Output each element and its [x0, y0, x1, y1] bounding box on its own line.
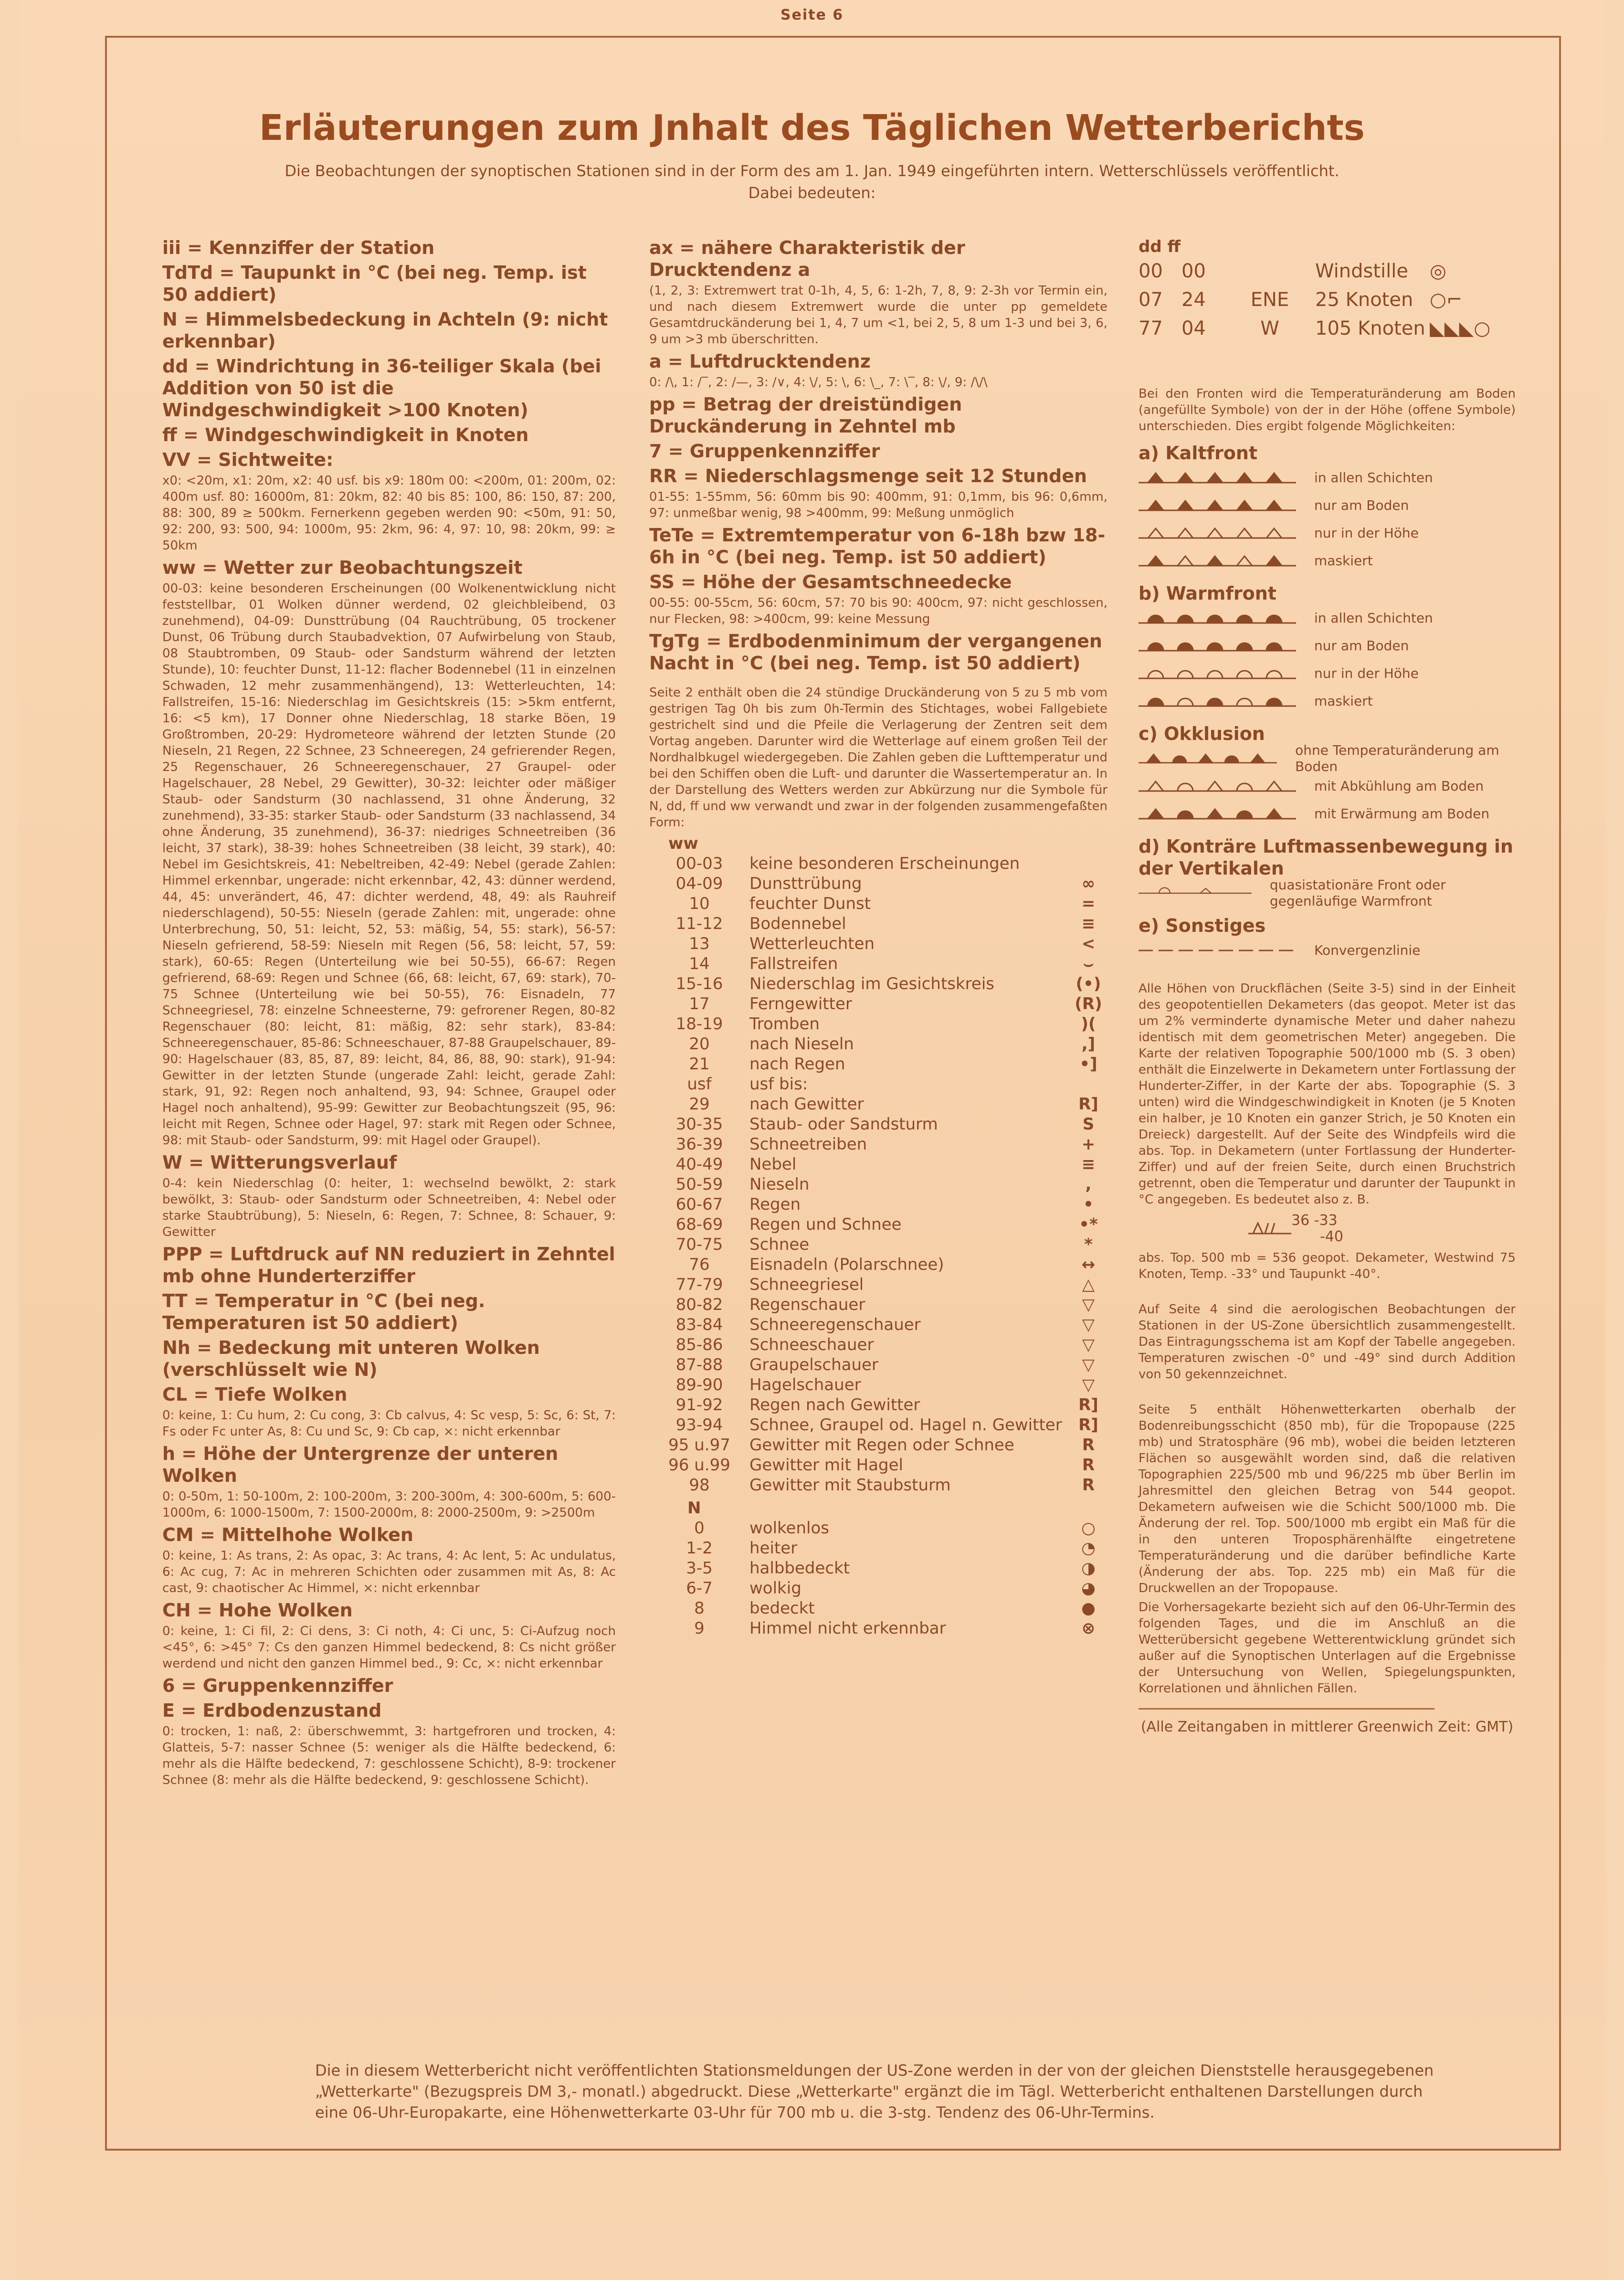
cloud-cover-icon: ◕ [1081, 1579, 1096, 1598]
n-text: halbbedeckt [749, 1559, 850, 1578]
ww-row [649, 1054, 1107, 1074]
ww-table [649, 854, 1107, 1495]
ddff-txt: Windstille [1315, 260, 1408, 282]
def-tete: TeTe = Extremtemperatur von 6-18h bzw 18-6h in °C (bei neg. Temp. ist 50 addiert) [649, 525, 1106, 568]
ww-row [649, 1114, 1107, 1134]
ww-row [649, 1435, 1107, 1455]
kalt-row [1139, 547, 1516, 575]
n-row [649, 1518, 1107, 1538]
quasi-front-label: quasistationäre Front oder gegenläufige Warmfront [1269, 877, 1446, 909]
ww-code: 68-69 [675, 1215, 723, 1234]
ww-code: 36-39 [675, 1135, 723, 1154]
ww-code: 50-59 [675, 1175, 723, 1194]
n-text: wolkig [749, 1579, 801, 1598]
ww-text: Regenschauer [749, 1295, 865, 1314]
ww-text: Gewitter mit Staubsturm [749, 1476, 951, 1495]
ww-text: Fallstreifen [749, 954, 838, 973]
ww-symbol-icon [1069, 1074, 1107, 1094]
ww-row [649, 1134, 1107, 1154]
ww-text: nach Gewitter [749, 1095, 864, 1114]
warm-front-symbol [1139, 639, 1296, 653]
ww-symbol-icon: ▽ [1082, 1335, 1095, 1354]
n-code: 1-2 [686, 1539, 713, 1558]
okkl-label: mit Erwärmung am Boden [1314, 806, 1490, 822]
def-tgtg: TgTg = Erdbodenminimum der vergangenen Nacht in °C (bei neg. Temp. ist 50 addiert) [649, 631, 1102, 674]
def-h: h = Höhe der Untergrenze der unteren Wolken [162, 1443, 559, 1486]
warmfront-list [1139, 604, 1516, 715]
ww-symbol-icon: (R) [1075, 994, 1102, 1013]
n-text: heiter [749, 1539, 798, 1558]
kalt-label: in allen Schichten [1314, 470, 1433, 486]
cloud-cover-icon: ◔ [1081, 1539, 1096, 1558]
warm-front-symbol [1139, 695, 1296, 708]
fronts-intro: Bei den Fronten wird die Temperaturänderung am Boden (angefüllte Symbole) von der in der Höhe (offene Symbole) unterschieden. Dies ergibt folgende Möglichkeiten: [1139, 387, 1516, 433]
ww-text: Schnee, Graupel od. Hagel n. Gewitter [749, 1415, 1062, 1435]
kalt-front-symbol [1139, 499, 1296, 512]
warm-front-symbol [1139, 667, 1296, 680]
wind-symbol-icon: ○⌐ [1430, 289, 1463, 311]
konvergenz-symbol [1139, 944, 1296, 957]
def-e: E = Erdbodenzustand [162, 1700, 382, 1721]
ww-row [649, 1034, 1107, 1054]
ww-row [649, 894, 1107, 914]
n-row [649, 1558, 1107, 1578]
ww-text: Dunsttrübung [749, 874, 862, 893]
ww-text: 00-03: keine besonderen Erscheinungen (00 Wolkenentwicklung nicht feststellbar, 01 Wolken dünner werdend, 02 gleichbleibend, 03 zunehmend), 04-09: Dunsttrübung (04 Rauchtrübung, 05 trockener Dunst, 06 Trübung durch Staubadvektion, 07 Aufwirbelung von Staub, 08 Staubtromben, 09 Staub- oder Sandsturm während der letzten Stunde), 10: feuchter Dunst, 11-12: flacher Bodennebel (11 in einzelnen Schwaden, 12 mehr zusammenhängend), 13: Wetterleuchten, 14: Fallstreifen, 15-16: Niederschlag im Gesichtskreis (15: >5km entfernt, 16: <5 km), 17 Donner ohne Niederschlag, 18 starke Böen, 19 Großtromben, 20-29: Hydrometeore während der letzten Stunde (20 Nieseln, 21 Regen, 22 Schnee, 23 Schneeregen, 24 gefrierender Regen, 25 Regenschauer, 26 Schneeregenschauer, 27 Graupel- oder Hagelschauer, 28 Nebel, 29 Gewitter), 30-32: leichter oder mäßiger Staub- oder Sandsturm (30 nachlassend, 31 ohne Änderung, 32 zunehmend), 33-35: starker Staub- oder Sandsturm (33 nachlassend, 34 ohne Änderung, 35 zunehmend), 36-37: niedriges Schneetreiben (36 leicht, 37 stark), 38-39: hohes Schneetreiben (38 leicht, 39 stark), 40: Nebel im Gesichtskreis, 41: Nebeltreiben, 42-49: Nebel (gerade Zahlen: Himmel erkennbar, ungerade: nicht erkennbar, 42, 43: dünner werdend, 44, 45: unverändert, 46, 47: dichter werdend, 48, 49: als Rauhreif niederschlagend), 50-55: Nieseln (gerade Zahlen: mit, ungerade: ohne Unterbrechung, 50, 51: leicht, 52, 53: mäßig, 54, 55: stark), 56-57: Nieseln gefrierend, 58-59: Nieseln mit Regen (56, 58: leicht, 57, 59: stark), 60-65: Regen (Unterteilung wie bei 50-55), 66-67: Regen gefrierend, 68-69: Regen und Schnee (66, 68: leicht, 67, 69: stark), 70-75 Schnee (Unterteilung wie bei 50-55), 76: Eisnadeln, 77 Schneegriesel, 78: einzelne Schneesterne, 79: gefrorener Regen, 80-82 Regenschauer (80: leicht, 81: mäßig, 82: sehr stark), 83-84: Schneeregenschauer, 85-86: Schneeschauer, 87-88 Graupelschauer, 89-90: Hagelschauer (83, 85, 87, 89: leicht, 84, 86, 88, 90: stark), 91-94: Gewitter in der letzten Stunde (ungerade Zahl: leicht, gerade Zahl: stark, 91, 92: Regen noch anhaltend, 93, 94: Schnee, Graupel oder Hagel noch anhaltend), 95-99: Gewitter zur Beobachtungszeit (95, 96: leicht mit Regen, Schnee oder Hagel, 97: stark mit Regen oder Schnee, 98: mit Staub- oder Sandsturm, 99: mit Hagel oder Graupel). [162, 581, 616, 1148]
ww-symbol-icon: •] [1079, 1055, 1097, 1074]
ww-row [649, 954, 1107, 974]
def-tdtd: TdTd = Taupunkt in °C (bei neg. Temp. ist 50 addiert) [162, 262, 587, 305]
okkl-row [1139, 742, 1516, 774]
ww-symbol-icon: ▽ [1082, 1295, 1095, 1314]
ww-code: 15-16 [675, 974, 723, 993]
h-text: 0: 0-50m, 1: 50-100m, 2: 100-200m, 3: 200-300m, 4: 300-600m, 5: 600-1000m, 6: 1000-1500m, 7: 1500-2000m, 8: 2000-2500m, 9: >2500m [162, 1489, 616, 1520]
kalt-row [1139, 464, 1516, 492]
n-row [649, 1578, 1107, 1598]
ww-code: 40-49 [675, 1155, 723, 1174]
ww-symbol-icon: • [1083, 1195, 1094, 1214]
ww-symbol-icon: ▽ [1082, 1355, 1095, 1374]
ww-code: 85-86 [675, 1335, 723, 1354]
newspaper-page [19, 0, 1605, 2280]
cm-text: 0: keine, 1: As trans, 2: As opac, 3: Ac trans, 4: Ac lent, 5: Ac undulatus, 6: Ac cug, 7: Ac in mehreren Schichten oder zusammen mit As, 8: Ac cast, 9: chaotischer Ac Himmel, ×: nicht erkennbar [162, 1549, 616, 1595]
ww-row [649, 1174, 1107, 1194]
ww-code: 93-94 [675, 1415, 723, 1435]
warm-row [1139, 660, 1516, 687]
ddff-dd: 77 [1139, 317, 1163, 339]
ww-code: 21 [689, 1055, 710, 1074]
n-code: 0 [694, 1519, 705, 1538]
okkl-row [1139, 800, 1516, 828]
ddff-txt: 25 Knoten [1315, 289, 1413, 311]
def-w: W = Witterungsverlauf [162, 1152, 397, 1173]
ddff-ff: 00 [1181, 260, 1206, 282]
ww-symbol-icon: S [1082, 1115, 1095, 1134]
wind-symbol-icon: ◣◣◣○ [1430, 317, 1491, 339]
def-vv: VV = Sichtweite: [162, 449, 334, 470]
zeit-note: (Alle Zeitangaben in mittlerer Greenwich Zeit: GMT) [1140, 1719, 1514, 1735]
ch-text: 0: keine, 1: Ci fil, 2: Ci dens, 3: Ci noth, 4: Ci unc, 5: Ci-Aufzug noch <45°, 6: >45° 7: Cs den ganzen Himmel bedeckend, 8: Cs nicht größer werdend und nicht den ganzen Himmel bed., 9: Cc, ×: nicht erkennbar [162, 1624, 616, 1671]
n-row [649, 1618, 1107, 1638]
wind-example-bottom: -40 [1320, 1228, 1343, 1245]
def-a: a = Luftdrucktendenz [649, 351, 871, 372]
ww-symbol-icon: * [1084, 1235, 1093, 1254]
column-middle [649, 234, 1107, 1638]
def-tt: TT = Temperatur in °C (bei neg. Temperaturen ist 50 addiert) [162, 1290, 485, 1333]
ddff-dd: 07 [1139, 289, 1163, 311]
ww-code: 60-67 [675, 1195, 723, 1214]
ww-text: Regen nach Gewitter [749, 1395, 920, 1414]
ww-row [649, 1335, 1107, 1355]
ddff-ff: 24 [1181, 289, 1206, 311]
def-nh: Nh = Bedeckung mit unteren Wolken (verschlüsselt wie N) [162, 1337, 540, 1380]
ww-row [649, 974, 1107, 994]
ww-symbol-icon: ≡ [1081, 1155, 1096, 1174]
ww-text: Regen [749, 1195, 801, 1214]
subtitle [19, 160, 1605, 204]
wind-example-text: abs. Top. 500 mb = 536 geopot. Dekameter, Westwind 75 Knoten, Temp. -33° und Taupunkt -40°. [1139, 1251, 1516, 1281]
ww-row [649, 1375, 1107, 1395]
quasi-front-row [1139, 879, 1516, 907]
ww-row [649, 1214, 1107, 1235]
ww-text: Ferngewitter [749, 994, 852, 1013]
ww-text: Eisnadeln (Polarschnee) [749, 1255, 944, 1274]
ww-symbol-icon: R] [1078, 1395, 1098, 1414]
ww-row [649, 1194, 1107, 1214]
subtitle-line-2: Dabei bedeuten: [748, 184, 876, 202]
ddff-txt: 105 Knoten [1315, 317, 1425, 339]
ww-text: Regen und Schnee [749, 1215, 902, 1234]
ww-text: Gewitter mit Hagel [749, 1456, 903, 1475]
ww-code: 20 [689, 1034, 710, 1054]
ww-code: 77-79 [675, 1275, 723, 1294]
okkl-front-symbol [1139, 807, 1296, 821]
ww-symbol-icon: ,] [1081, 1034, 1096, 1054]
def-ss: SS = Höhe der Gesamtschneedecke [649, 571, 1012, 592]
warm-front-symbol [1139, 612, 1296, 625]
ww-row [649, 1235, 1107, 1255]
ww-symbol-icon: ↔ [1081, 1255, 1096, 1274]
seite2-text: Seite 2 enthält oben die 24 stündige Druckänderung von 5 zu 5 mb vom gestrigen Tag 0h bis zum 0h-Termin des Stichtages, wobei Fallgebiete gestrichelt sind und die Pfeile die Verlagerung der Zentren seit dem Vortag angeben. Darunter wird die Wetterlage auf einem großen Teil der Nordhalbkugel wiedergegeben. Die Zahlen geben die Lufttemperatur und bei den Schiffen oben die Luft- und darunter die Wassertemperatur an. In der Darstellung des Wetters werden zur Abkürzung nur die Symbole für N, dd, ff und ww verwandt und zwar in der folgenden zusammengefaßten Form: [649, 686, 1107, 830]
ddff-dd: 00 [1139, 260, 1163, 282]
kalt-row [1139, 519, 1516, 547]
ww-text: Bodennebel [749, 914, 846, 933]
kalt-front-symbol [1139, 471, 1296, 485]
ww-symbol-icon: ▽ [1082, 1375, 1095, 1394]
okkl-row [1139, 772, 1516, 800]
ddff-ff: 04 [1181, 317, 1206, 339]
ww-symbol-icon: R] [1078, 1095, 1098, 1114]
kaltfront-list [1139, 464, 1516, 575]
cloud-cover-icon: ● [1081, 1599, 1096, 1618]
wind-example-top: 36 -33 [1291, 1212, 1338, 1229]
ww-row [649, 1355, 1107, 1375]
vorhersage-text: Die Vorhersagekarte bezieht sich auf den 06-Uhr-Termin des folgenden Tages, und die im Anschluß an die Wetterübersicht gegebene Wetterentwicklung gründet sich außer auf die Synoptischen Unterlagen auf die Ergebnisse der Untersuchung von Wellen, Spiegelungspunkten, Korrelationen und ähnlichen Fällen. [1139, 1600, 1516, 1696]
def-ww: ww = Wetter zur Beobachtungszeit [162, 557, 523, 578]
ww-symbol-icon: R] [1078, 1415, 1098, 1435]
ww-text: Schneetreiben [749, 1135, 867, 1154]
ww-row [649, 914, 1107, 934]
ww-symbol-icon: (•) [1076, 974, 1101, 993]
wind-example [1248, 1213, 1516, 1245]
ww-code: 96 u.99 [668, 1456, 730, 1475]
def-6: 6 = Gruppenkennziffer [162, 1675, 393, 1696]
ww-symbol-icon: R [1082, 1456, 1095, 1475]
n-code: 6-7 [686, 1579, 713, 1598]
def-n: N = Himmelsbedeckung in Achteln (9: nicht erkennbar) [162, 309, 608, 352]
kalt-row [1139, 492, 1516, 519]
wind-barb-icon [1248, 1219, 1291, 1238]
ww-row [649, 1455, 1107, 1475]
ww-code: 89-90 [675, 1375, 723, 1394]
warmfront-heading: b) Warmfront [1139, 583, 1276, 604]
cloud-cover-icon: ◑ [1081, 1559, 1096, 1578]
ww-code: 17 [689, 994, 710, 1013]
warm-label: nur am Boden [1314, 638, 1409, 654]
ww-text: Niederschlag im Gesichtskreis [749, 974, 994, 993]
def-pp: pp = Betrag der dreistündigen Druckänderung in Zehntel mb [649, 394, 962, 437]
n-code: 9 [694, 1619, 705, 1638]
ww-text: usf bis: [749, 1075, 808, 1094]
ww-text: nach Regen [749, 1055, 845, 1074]
ww-row [649, 854, 1107, 874]
warm-label: maskiert [1314, 693, 1373, 709]
ww-row [649, 1315, 1107, 1335]
page-title: Erläuterungen zum Jnhalt des Täglichen Wetterberichts [259, 107, 1365, 148]
warm-label: nur in der Höhe [1314, 665, 1419, 681]
okkl-label: mit Abkühlung am Boden [1314, 778, 1484, 794]
ddff-dir: ENE [1250, 289, 1289, 311]
ww-table-label: ww [668, 834, 698, 853]
ww-text: Nieseln [749, 1175, 810, 1194]
wind-example-values [1291, 1213, 1343, 1245]
ww-code: 04-09 [675, 874, 723, 893]
ww-code: 00-03 [675, 854, 723, 873]
konvergenz-label: Konvergenzlinie [1314, 942, 1421, 958]
ww-text: Wetterleuchten [749, 934, 875, 953]
bottom-note: Die in diesem Wetterbericht nicht veröffentlichten Stationsmeldungen der US-Zone werden in der von der gleichen Dienststelle herausgegebenen „Wetterkarte" (Bezugspreis DM 3,- monatl.) abgedruckt. Diese „Wetterkarte" ergänzt die im Tägl. Wetterbericht enthaltenen Darstellungen durch eine 06-Uhr-Europakarte, eine Höhenwetterkarte 03-Uhr für 700 mb u. die 3-stg. Tendenz des 06-Uhr-Termins. [315, 2061, 1434, 2122]
e-text: 0: trocken, 1: naß, 2: überschwemmt, 3: hartgefroren und trocken, 4: Glatteis, 5-7: nasser Schnee (5: weniger als die Hälfte bedeckend, 6: mehr als die Hälfte bedeckend, 7: geschlossene Schicht), 8-9: trockener Schnee (8: mehr als die Hälfte bedeckend, 9: geschlossene Schicht). [162, 1724, 616, 1787]
warm-row [1139, 632, 1516, 660]
ww-code: 95 u.97 [668, 1436, 730, 1455]
konvergenz-row [1139, 937, 1516, 964]
kontraer-heading: d) Konträre Luftmassenbewegung in der Vertikalen [1139, 836, 1513, 879]
ww-symbol-icon: = [1081, 894, 1096, 913]
ddff-label: dd ff [1139, 237, 1181, 256]
hoehen-text: Alle Höhen von Druckflächen (Seite 3-5) sind in der Einheit des geopotentiellen Dekameters (das geopot. Meter ist das um 2% verminderte dynamische Meter und daher nahezu identisch mit dem geometrischen Meter) angegeben. Die Karte der relativen Topographie 500/1000 mb (S. 3 oben) enthält die Einzelwerte in Dekametern unter Fortlassung der Hunderter-Ziffer, in der Karte der abs. Topographie (S. 3 unten) wird die Windgeschwindigkeit in Knoten (je 5 Knoten ein halber, je 10 Knoten ein ganzer Strich, je 50 Knoten ein Dreieck) dargestellt. Auf der Seite des Windpfeils wird die abs. Top. in Dekametern (unter Fortlassung der Hunderter-Ziffer) und auf der freien Seite, durch einen Bruchstrich getrennt, oben die Temperatur und darunter der Taupunkt in °C angegeben. Es bedeutet also z. B. [1139, 982, 1516, 1207]
def-ax: ax = nähere Charakteristik der Drucktendenz a [649, 237, 965, 280]
okkl-front-symbol [1139, 780, 1296, 793]
n-table-label: N [687, 1499, 701, 1518]
ww-text: feuchter Dunst [749, 894, 871, 913]
cloud-cover-icon: ⊗ [1081, 1619, 1096, 1638]
seite5-text: Seite 5 enthält Höhenwetterkarten oberhalb der Bodenreibungsschicht (850 mb), für die Tropopause (225 mb) und Stratosphäre (96 mb), wobei die beiden letzteren Flächen so ausgewählt worden sind, daß die relativen Topographien 225/500 mb und 96/225 mb über Berlin im Jahresmittel den gleichen Betrag von 544 geopot. Dekametern aufweisen wie die Schicht 500/1000 mb. Die Änderung der rel. Top. 500/1000 mb ergibt ein Maß für die in den unteren Troposphärenhälfte eingetretene Temperaturänderung und die darüber befindliche Karte (Änderung der abs. Top. 225 mb) ein Maß für die Druckwellen an der Tropopause. [1139, 1403, 1516, 1595]
ddff-row [1139, 285, 1516, 314]
ww-symbol-icon: ⌣ [1083, 954, 1094, 973]
ww-symbol-icon: ≡ [1081, 914, 1096, 933]
ww-code: 30-35 [675, 1115, 723, 1134]
ww-text: Gewitter mit Regen oder Schnee [749, 1436, 1014, 1455]
ww-row [649, 1395, 1107, 1415]
seite4-text: Auf Seite 4 sind die aerologischen Beobachtungen der Stationen in der US-Zone übersichtlich zusammengestellt. Das Eintragungsschema ist am Kopf der Tabelle angegeben. Temperaturen zwischen -0° und -49° sind durch Addition von 50 gekennzeichnet. [1139, 1302, 1516, 1382]
ww-code: 91-92 [675, 1395, 723, 1414]
ww-text: keine besonderen Erscheinungen [749, 854, 1020, 873]
okklusion-list [1139, 742, 1516, 828]
n-table [649, 1518, 1107, 1638]
ww-row [649, 1074, 1107, 1094]
kaltfront-heading: a) Kaltfront [1139, 443, 1258, 464]
ww-text: Graupelschauer [749, 1355, 878, 1374]
ww-code: 87-88 [675, 1355, 723, 1374]
ww-symbol-icon: •* [1079, 1215, 1098, 1234]
rr-text: 01-55: 1-55mm, 56: 60mm bis 90: 400mm, 91: 0,1mm, bis 96: 0,6mm, 97: unmeßbar wenig, 98 >400mm, 99: Meßung unmöglich [649, 490, 1107, 520]
ww-symbol-icon: ∞ [1081, 874, 1096, 893]
ww-code: 80-82 [675, 1295, 723, 1314]
ww-text: Schnee [749, 1235, 810, 1254]
def-ff: ff = Windgeschwindigkeit in Knoten [162, 424, 529, 445]
ddff-dir: W [1260, 317, 1279, 339]
okklusion-heading: c) Okklusion [1139, 723, 1265, 744]
n-row [649, 1538, 1107, 1558]
ww-symbol-icon [1069, 854, 1107, 874]
column-left [162, 234, 616, 1791]
ss-text: 00-55: 00-55cm, 56: 60cm, 57: 70 bis 90: 400cm, 97: nicht geschlossen, nur Flecken, 98: >400cm, 99: keine Messung [649, 596, 1107, 626]
def-ch: CH = Hohe Wolken [162, 1600, 353, 1621]
kalt-front-symbol [1139, 554, 1296, 568]
n-code: 8 [694, 1599, 705, 1618]
ddff-row [1139, 257, 1516, 285]
ww-code: 13 [689, 934, 710, 953]
def-cl: CL = Tiefe Wolken [162, 1384, 348, 1405]
ww-code: 14 [689, 954, 710, 973]
ww-row [649, 874, 1107, 894]
cloud-cover-icon: ○ [1081, 1519, 1096, 1538]
ww-text: Schneeschauer [749, 1335, 874, 1354]
ww-row [649, 1255, 1107, 1275]
kalt-label: nur in der Höhe [1314, 525, 1419, 541]
ww-code: 18-19 [675, 1014, 723, 1034]
quasi-front-symbol [1139, 887, 1252, 900]
n-text: Himmel nicht erkennbar [749, 1619, 946, 1638]
ddff-row [1139, 314, 1516, 343]
cl-text: 0: keine, 1: Cu hum, 2: Cu cong, 3: Cb calvus, 4: Sc vesp, 5: Sc, 6: St, 7: Fs oder Fc unter As, 8: Cu und Sc, 9: Cb cap, ×: nicht erkennbar [162, 1408, 616, 1439]
ww-code: usf [687, 1075, 712, 1094]
kalt-label: maskiert [1314, 553, 1373, 569]
ww-row [649, 1275, 1107, 1295]
kalt-front-symbol [1139, 527, 1296, 540]
ww-code: 98 [689, 1476, 710, 1495]
n-row [649, 1598, 1107, 1618]
def-7: 7 = Gruppenkennziffer [649, 441, 880, 462]
ww-row [649, 1094, 1107, 1114]
ww-row [649, 1154, 1107, 1174]
ww-row [649, 1295, 1107, 1315]
ddff-dir [1224, 257, 1315, 285]
ww-code: 76 [689, 1255, 710, 1274]
ww-symbol-icon: < [1081, 934, 1096, 953]
def-iii: iii = Kennziffer der Station [162, 237, 435, 258]
ww-symbol-icon: R [1082, 1436, 1095, 1455]
kalt-label: nur am Boden [1314, 497, 1409, 513]
warm-row [1139, 687, 1516, 715]
def-rr: RR = Niederschlagsmenge seit 12 Stunden [649, 465, 1087, 486]
ww-symbol-icon: R [1082, 1476, 1095, 1495]
a-text: 0: /\, 1: /‾, 2: /—, 3: /∨, 4: \/, 5: \, 6: \_, 7: \‾, 8: \/, 9: /\/\ [649, 375, 988, 390]
ddff-table [1139, 257, 1516, 343]
def-ppp: PPP = Luftdruck auf NN reduziert in Zehntel mb ohne Hunderterziffer [162, 1244, 615, 1287]
ww-code: 83-84 [675, 1315, 723, 1334]
wind-symbol-icon: ◎ [1430, 260, 1446, 282]
def-dd: dd = Windrichtung in 36-teiliger Skala (bei Addition von 50 ist die Windgeschwindigkeit >100 Knoten) [162, 356, 601, 421]
ww-row [649, 1475, 1107, 1495]
sonstiges-heading: e) Sonstiges [1139, 915, 1266, 936]
ww-code: 29 [689, 1095, 710, 1114]
warm-label: in allen Schichten [1314, 610, 1433, 626]
ww-text: nach Nieseln [749, 1034, 854, 1054]
ww-text: Hagelschauer [749, 1375, 861, 1394]
n-code: 3-5 [686, 1559, 713, 1578]
okkl-front-symbol [1139, 752, 1277, 765]
ww-row [649, 934, 1107, 954]
vv-text: x0: <20m, x1: 20m, x2: 40 usf. bis x9: 180m 00: <200m, 01: 200m, 02: 400m usf. 80: 16000m, 81: 20km, 82: 40 bis 85: 100, 86: 150, 87: 200, 88: 300, 89 ≥ 500km. Fernerkenn gegeben werden 90: <50m, 91: 50, 92: 200, 93: 500, 94: 1000m, 95: 2km, 96: 4, 97: 10, 98: 20km, 99: ≥ 50km [162, 474, 616, 553]
ww-text: Schneeregenschauer [749, 1315, 921, 1334]
n-text: wolkenlos [749, 1519, 829, 1538]
ww-row [649, 1415, 1107, 1435]
ax-text: (1, 2, 3: Extremwert trat 0-1h, 4, 5, 6: 1-2h, 7, 8, 9: 2-3h vor Termin ein, und nach diesem Extremwert wurde die unter pp gemeldete Gesamtdruckänderung bei 1, 4, 7 um <1, bei 2, 5, 8 um 1-3 und bei 3, 6, 9 um >3 mb überschritten. [649, 284, 1107, 347]
divider [1139, 1708, 1434, 1710]
ww-text: Tromben [749, 1014, 820, 1034]
ww-code: 70-75 [675, 1235, 723, 1254]
warm-row [1139, 604, 1516, 632]
ww-symbol-icon: △ [1082, 1275, 1095, 1294]
column-right [1139, 234, 1516, 1735]
ww-code: 11-12 [675, 914, 723, 933]
subtitle-line-1: Die Beobachtungen der synoptischen Stationen sind in der Form des am 1. Jan. 1949 eingeführten intern. Wetterschlüssels veröffentlicht. [285, 162, 1339, 180]
ww-symbol-icon: + [1081, 1135, 1096, 1154]
ww-row [649, 1014, 1107, 1034]
w-text: 0-4: kein Niederschlag (0: heiter, 1: wechselnd bewölkt, 2: stark bewölkt, 3: Staub- oder Sandsturm oder Schneetreiben, 4: Nebel oder starke Staubtrübung), 5: Nieseln, 6: Regen, 7: Schnee, 8: Schauer, 9: Gewitter [162, 1176, 616, 1239]
ww-symbol-icon: ▽ [1082, 1315, 1095, 1334]
page-number: Seite 6 [780, 7, 844, 23]
ww-row [649, 994, 1107, 1014]
def-cm: CM = Mittelhohe Wolken [162, 1524, 413, 1545]
ww-text: Staub- oder Sandsturm [749, 1115, 938, 1134]
ww-text: Schneegriesel [749, 1275, 864, 1294]
ww-symbol-icon: )( [1081, 1014, 1096, 1034]
n-text: bedeckt [749, 1599, 815, 1618]
ww-symbol-icon: , [1085, 1175, 1092, 1194]
ww-text: Nebel [749, 1155, 797, 1174]
ww-code: 10 [689, 894, 710, 913]
okkl-label: ohne Temperaturänderung am Boden [1295, 742, 1499, 774]
